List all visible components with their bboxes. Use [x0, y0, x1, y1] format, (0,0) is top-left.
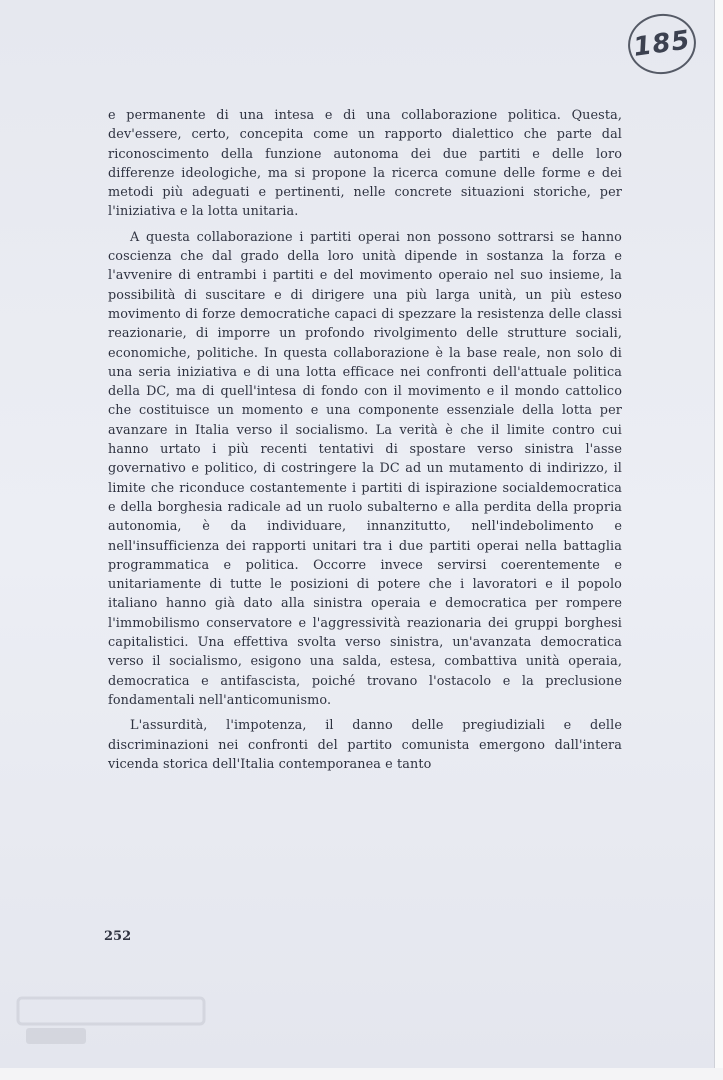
paragraph-1: e permanente di una intesa e di una collaborazione politica. Questa, dev'essere, certo, concepita come un rapporto dialettico che parte dal riconoscimento della funzione autonoma dei due partiti e delle loro differenze ideologiche, ma si propone la ricerca comune delle forme e dei metodi più adeguati e pertinenti, nelle concrete situazioni storiche, per l'iniziativa e la lotta unitaria. [108, 108, 622, 220]
page-edge-right [714, 0, 723, 1080]
page-number: 252 [104, 929, 132, 944]
watermark-logo-icon [16, 990, 206, 1050]
paragraph-3: L'assurdità, l'impotenza, il danno delle pregiudiziali e delle discriminazioni nei confronti del partito comunista emergono dall'intera vicenda storica dell'Italia contemporanea e tanto [108, 718, 622, 772]
body-text [108, 106, 622, 780]
page-edge-bottom [0, 1068, 723, 1080]
paragraph-2: A questa collaborazione i partiti operai non possono sottrarsi se hanno coscienza che dal grado della loro unità dipende in sostanza la forza e l'avvenire di entrambi i partiti e del movimento operaio nel suo insieme, la possibilità di suscitare e di dirigere una più larga unità, un più esteso movimento di forze democratiche capaci di spezzare la resistenza delle classi reazionarie, di imporre un profondo rivolgimento delle strutture sociali, economiche, politiche. In questa collaborazione è la base reale, non solo di una seria iniziativa e di una lotta efficace nei confronti dell'attuale politica della DC, ma di quell'intesa di fondo con il movimento e il mondo cattolico che costituisce un momento e una componente essenziale della lotta per avanzare in Italia verso il socialismo. La verità è che il limite contro cui hanno urtato i più recenti tentativi di spostare verso sinistra l'asse governativo e politico, di costringere la DC ad un mutamento di indirizzo, il limite che riconduce costantemente i partiti di ispirazione socialdemocratica e della borghesia radicale ad un ruolo subalterno e alla perdita della propria autonomia, è da individuare, innanzitutto, nell'indebolimento e nell'insufficienza dei rapporti unitari tra i due partiti operai nella battaglia programmatica e politica. Occorre invece servirsi coerentemente e unitariamente di tutte le posizioni di potere che i lavoratori e il popolo italiano hanno già dato alla sinistra operaia e democratica per rompere l'immobilismo conservatore e l'aggressività reazionaria dei gruppi borghesi capitalistici. Una effettiva svolta verso sinistra, un'avanzata democratica verso il socialismo, esigono una salda, estesa, combattiva unità operaia, democratica e antifascista, poiché trovano l'ostacolo e la preclusione fondamentali nell'anticomunismo. [108, 229, 622, 708]
archive-page-stamp: 185 [624, 10, 700, 79]
